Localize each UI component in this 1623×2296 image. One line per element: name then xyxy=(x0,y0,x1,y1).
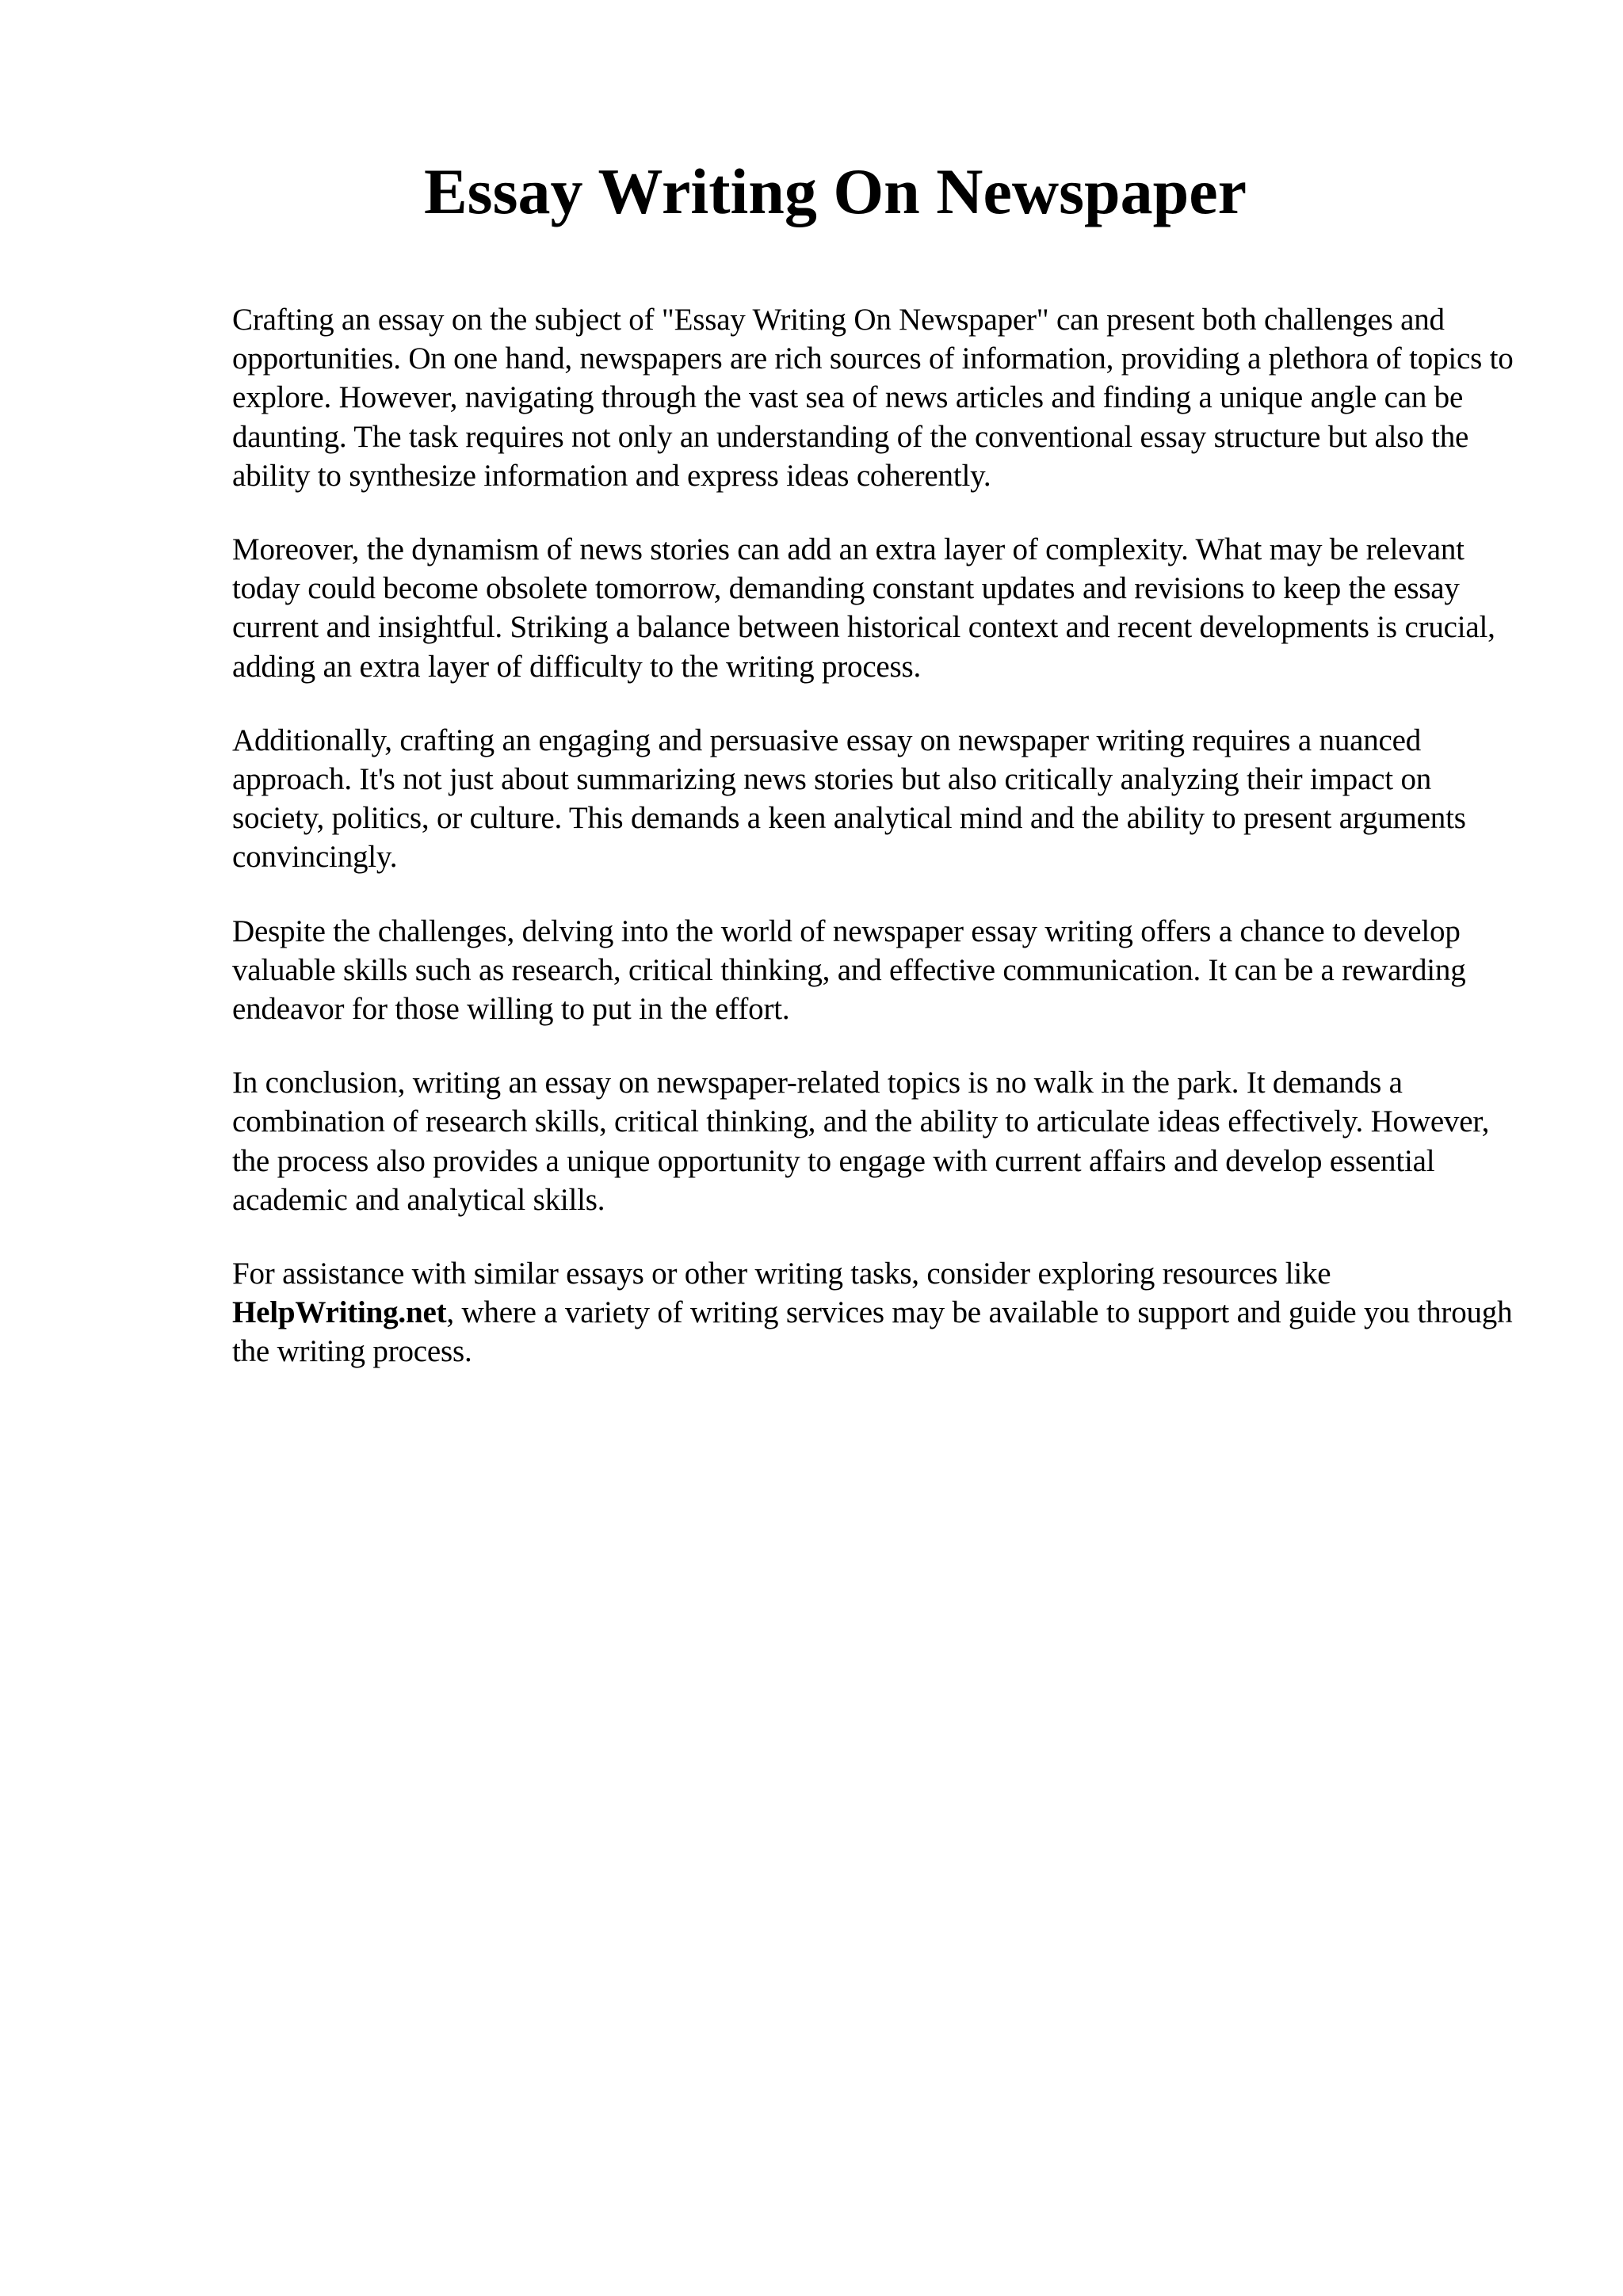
closing-text-before: For assistance with similar essays or other writing tasks, consider exploring resources like xyxy=(232,1257,1331,1291)
paragraph-intro: Crafting an essay on the subject of "Essay Writing On Newspaper" can present both challenges and opportunities. On one hand, newspapers are rich sources of information, providing a plethora of topics to explore. However, navigating through the vast sea of news articles and finding a unique angle can be daunting. The task requires not only an understanding of the conventional essay structure but also the ability to synthesize information and express ideas coherently. xyxy=(232,303,1514,493)
paragraph-dynamism: Moreover, the dynamism of news stories can add an extra layer of complexity. What may be relevant today could become obsolete tomorrow, demanding constant updates and revisions to keep the essay current and insightful. Striking a balance between historical context and recent developments is crucial, adding an extra layer of difficulty to the writing process. xyxy=(232,532,1495,684)
brand-name: HelpWriting.net xyxy=(232,1295,447,1330)
paragraph-closing xyxy=(232,1254,1524,1371)
paragraph-conclusion: In conclusion, writing an essay on newspaper-related topics is no walk in the park. It demands a combination of research skills, critical thinking, and the ability to articulate ideas effectively. However, the process also provides a unique opportunity to engage with current affairs and develop essential academic and analytical skills. xyxy=(232,1066,1490,1217)
document-body xyxy=(232,300,1524,1406)
page-title: Essay Writing On Newspaper xyxy=(423,155,1247,227)
paragraph-approach: Additionally, crafting an engaging and persuasive essay on newspaper writing requires a nuanced approach. It's not just about summarizing news stories but also critically analyzing their impact on society, politics, or culture. This demands a keen analytical mind and the ability to present arguments convincingly. xyxy=(232,723,1466,875)
closing-text-after: , where a variety of writing services may be available to support and guide you through the writing process. xyxy=(232,1295,1513,1369)
paragraph-skills: Despite the challenges, delving into the world of newspaper essay writing offers a chance to develop valuable skills such as research, critical thinking, and effective communication. It can be a rewarding endeavor for those willing to put in the effort. xyxy=(232,913,1466,1027)
